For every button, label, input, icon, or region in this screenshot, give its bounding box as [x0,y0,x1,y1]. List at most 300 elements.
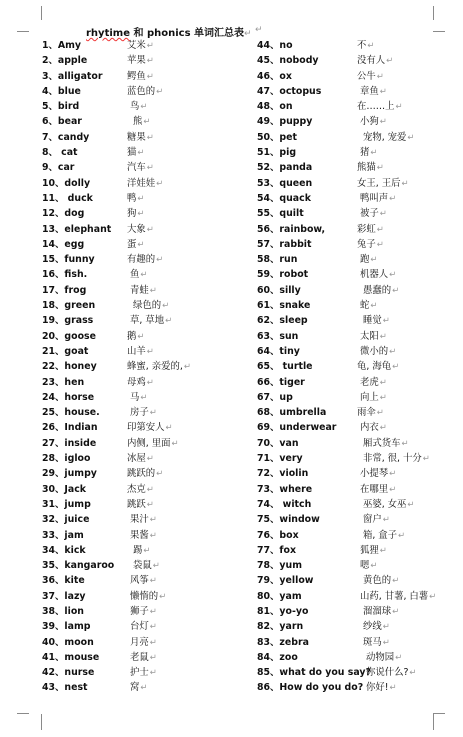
chinese-meaning [357,191,396,207]
chinese-meaning [127,267,147,283]
chinese-meaning [127,38,154,54]
paragraph-mark: ↵ [149,622,157,633]
chinese-meaning-text: 窗户 [357,514,382,526]
word-entry [257,176,457,191]
word-entry [257,543,457,558]
chinese-meaning [127,589,166,605]
english-word: 12、dog [42,208,85,220]
paragraph-mark: ↵ [159,591,167,602]
paragraph-mark: ↵ [392,576,400,587]
word-entry [42,145,232,160]
chinese-meaning-text: 兔子 [357,238,376,250]
paragraph-mark: ↵ [379,86,387,97]
chinese-meaning [127,191,145,207]
english-word: 37、lazy [42,590,86,602]
english-word: 42、nurse [42,667,95,679]
word-entry [42,359,232,374]
chinese-meaning-text: 鸟 [127,101,140,113]
chinese-meaning-text: 你说什么? [357,667,409,679]
document-title [86,24,252,39]
paragraph-mark: ↵ [370,148,378,159]
english-word: 23、hen [42,376,85,388]
english-word: 24、horse [42,391,95,403]
chinese-meaning [357,558,377,574]
chinese-meaning [127,482,154,498]
paragraph-mark: ↵ [382,622,390,633]
crop-mark-top-left [29,6,42,20]
word-entry [42,298,232,313]
chinese-meaning [127,619,157,635]
english-word: 48、on [257,101,293,113]
paragraph-mark: ↵ [422,454,430,465]
paragraph-mark: ↵ [149,606,157,617]
word-entry [42,38,232,53]
paragraph-mark: ↵ [149,652,157,663]
paragraph-mark: ↵ [146,484,154,495]
word-entry [257,650,457,665]
english-word: 39、lamp [42,621,91,633]
chinese-meaning-text: 熊 [127,116,143,128]
word-entry [257,130,457,145]
word-entry [42,680,232,695]
paragraph-mark: ↵ [156,86,164,97]
chinese-meaning [127,237,145,253]
chinese-meaning-text: 小提琴 [357,468,389,480]
chinese-meaning [357,405,384,421]
chinese-meaning-text: 狐狸 [357,544,379,556]
chinese-meaning [127,53,154,69]
chinese-meaning-text: 草, 草地 [127,315,165,327]
word-entry [257,390,457,405]
english-word: 20、goose [42,330,96,342]
chinese-meaning-text: 老鼠 [127,651,149,663]
chinese-meaning-text: 汽车 [127,162,146,174]
chinese-meaning-text: 山羊 [127,345,146,357]
chinese-meaning [127,558,160,574]
paragraph-mark: ↵ [382,515,390,526]
word-entry [42,543,232,558]
chinese-meaning [357,252,377,268]
paragraph-mark: ↵ [146,132,154,143]
paragraph-mark: ↵ [392,606,400,617]
english-word: 7、candy [42,131,90,143]
chinese-meaning [357,222,384,238]
chinese-meaning-text: 没有人 [357,55,386,67]
chinese-meaning-text: 鹅 [127,330,137,342]
paragraph-mark: ↵ [156,255,164,266]
paragraph-mark: ↵ [149,576,157,587]
word-entry [257,84,457,99]
chinese-meaning [357,283,399,299]
paragraph-mark: ↵ [137,148,145,159]
chinese-meaning [357,99,403,115]
word-entry [42,528,232,543]
chinese-meaning-text: 溜溜球 [357,605,392,617]
paragraph-mark: ↵ [398,530,406,541]
english-word: 27、inside [42,437,97,449]
chinese-meaning [357,390,387,406]
paragraph-mark: ↵ [149,515,157,526]
english-word: 76、box [257,529,299,541]
english-word: 19、grass [42,315,94,327]
paragraph-mark: ↵ [379,117,387,128]
chinese-meaning-text: 杰克 [127,483,146,495]
word-entry [42,99,232,114]
paragraph-mark: ↵ [146,377,154,388]
chinese-meaning [127,665,157,681]
chinese-meaning [357,176,409,192]
chinese-meaning-text: 懒惰的 [127,590,159,602]
chinese-meaning-text: 艾米 [127,40,146,51]
chinese-meaning [127,252,163,268]
word-entry [257,237,457,252]
chinese-meaning-text: 嗯 [357,560,370,572]
chinese-meaning [357,359,399,375]
english-word: 63、sun [257,330,299,342]
paragraph-mark: ↵ [389,683,397,694]
paragraph-mark: ↵ [146,346,154,357]
crop-mark-top-right [433,6,446,20]
word-entry [257,298,457,313]
chinese-meaning [357,145,377,161]
english-word: 40、moon [42,636,94,648]
word-entry [257,313,457,328]
word-entry [257,589,457,604]
word-entry [42,390,232,405]
english-word: 49、puppy [257,116,313,128]
english-word: 5、bird [42,101,80,113]
english-word: 29、jumpy [42,468,97,480]
chinese-meaning-text: 果酱 [127,529,149,541]
paragraph-mark: ↵ [395,652,403,663]
english-word: 77、fox [257,544,296,556]
paragraph-mark: ↵ [137,209,145,220]
chinese-meaning [127,145,145,161]
chinese-meaning-text: 狗 [127,208,137,220]
paragraph-mark: ↵ [146,224,154,235]
chinese-meaning-text: 女王, 王后 [357,177,401,189]
chinese-meaning [127,298,169,314]
paragraph-mark: ↵ [146,499,154,510]
word-entry [257,252,457,267]
word-entry [257,497,457,512]
chinese-meaning-text: 冰屋 [127,453,146,465]
word-entry [42,482,232,497]
chinese-meaning-text: 护士 [127,667,149,679]
title-rest: 和 phonics 单词汇总表 [129,28,245,39]
word-entry [42,206,232,221]
english-word: 62、sleep [257,315,308,327]
chinese-meaning [357,329,387,345]
word-entry [257,573,457,588]
chinese-meaning [357,650,402,666]
paragraph-mark: ↵ [379,545,387,556]
chinese-meaning [357,344,396,360]
paragraph-mark: ↵ [137,331,145,342]
chinese-meaning-text: 袋鼠 [127,560,152,572]
chinese-meaning-text: 果汁 [127,514,149,526]
word-entry [42,237,232,252]
word-entry [257,206,457,221]
word-entry [42,665,232,680]
paragraph-mark: ↵ [370,255,378,266]
chinese-meaning [127,222,154,238]
paragraph-mark: ↵ [140,392,148,403]
word-entry [257,38,457,53]
paragraph-mark: ↵ [146,454,154,465]
chinese-meaning-text: 熊猫 [357,162,376,174]
chinese-meaning-text: 蛇 [357,300,370,312]
english-word: 78、yum [257,560,302,572]
paragraph-mark: ↵ [149,530,157,541]
paragraph-mark: ↵ [156,469,164,480]
paragraph-mark: ↵ [379,331,387,342]
chinese-meaning-text: 苹果 [127,55,146,67]
chinese-meaning [127,176,163,192]
english-word: 36、kite [42,575,85,587]
chinese-meaning [357,497,415,513]
paragraph-mark: ↵ [389,270,397,281]
word-entry [42,466,232,481]
english-word: 38、lion [42,605,84,617]
chinese-meaning-text: 章鱼 [357,85,379,97]
chinese-meaning [127,436,179,452]
paragraph-mark: ↵ [149,285,157,296]
paragraph-mark: ↵ [370,561,378,572]
chinese-meaning [127,130,154,146]
english-word: 11、 duck [42,192,93,204]
paragraph-mark: ↵ [137,239,145,250]
paragraph-mark: ↵ [376,408,384,419]
chinese-meaning [357,635,390,651]
chinese-meaning-text: 太阳 [357,330,379,342]
paragraph-mark: ↵ [401,178,409,189]
english-word: 86、How do you do? [257,682,364,694]
chinese-meaning-text: 猫 [127,147,137,159]
english-word: 8、 cat [42,147,78,159]
chinese-meaning [357,38,375,54]
paragraph-mark: ↵ [389,193,397,204]
paragraph-mark: ↵ [143,117,151,128]
chinese-meaning-text: 向上 [357,391,379,403]
chinese-meaning [127,329,145,345]
paragraph-mark: ↵ [379,392,387,403]
paragraph-mark: ↵ [183,362,191,373]
chinese-meaning-text: 宠物, 宠爱 [357,131,407,143]
word-entry [257,420,457,435]
english-word: 54、quack [257,192,311,204]
chinese-meaning-text: 雨伞 [357,407,376,419]
chinese-meaning [357,313,390,329]
english-word: 9、car [42,162,75,174]
chinese-meaning-text: 内衣 [357,422,379,434]
chinese-meaning [357,84,387,100]
chinese-meaning-text: 跳跃 [127,498,146,510]
english-word: 21、goat [42,345,89,357]
chinese-meaning [127,420,173,436]
chinese-meaning-text: 在……上 [357,101,395,113]
word-entry [42,405,232,420]
english-word: 34、kick [42,544,86,556]
paragraph-mark: ↵ [140,102,148,113]
paragraph-mark: ↵ [401,438,409,449]
word-list-right-column [257,38,457,696]
chinese-meaning [357,53,393,69]
chinese-meaning-text: 月亮 [127,636,149,648]
word-entry [257,558,457,573]
chinese-meaning [357,604,399,620]
chinese-meaning-text: 老虎 [357,376,379,388]
chinese-meaning [127,604,157,620]
word-entry [257,405,457,420]
word-entry [257,329,457,344]
chinese-meaning-text: 马 [127,391,140,403]
word-entry [257,635,457,650]
english-word: 13、elephant [42,223,112,235]
paragraph-mark: ↵ [140,270,148,281]
paragraph-mark: ↵ [429,591,437,602]
chinese-meaning-text: 洋娃娃 [127,177,156,189]
paragraph-mark: ↵ [140,683,148,694]
paragraph-mark: ↵ [149,408,157,419]
word-entry [42,512,232,527]
chinese-meaning [357,160,384,176]
chinese-meaning-text: 糖果 [127,131,146,143]
chinese-meaning [357,512,390,528]
chinese-meaning-text: 鱼 [127,269,140,281]
chinese-meaning [127,497,154,513]
english-word: 44、no [257,40,293,51]
paragraph-mark: ↵ [389,469,397,480]
chinese-meaning-text: 狮子 [127,605,149,617]
chinese-meaning-text: 箱, 盒子 [357,529,398,541]
english-word: 25、house. [42,407,100,419]
chinese-meaning [127,84,163,100]
chinese-meaning [127,114,150,130]
word-entry [257,436,457,451]
word-entry [42,160,232,175]
paragraph-mark: ↵ [386,56,394,67]
english-word: 14、egg [42,238,85,250]
paragraph-mark: ↵ [165,316,173,327]
chinese-meaning [357,573,399,589]
paragraph-mark: ↵ [156,178,164,189]
paragraph-mark: ↵ [146,41,154,51]
word-entry [257,69,457,84]
chinese-meaning [127,451,154,467]
paragraph-mark: ↵ [409,668,417,679]
english-word: 43、nest [42,682,88,694]
chinese-meaning-text: 风筝 [127,575,149,587]
chinese-meaning-text: 不 [357,40,367,51]
english-word: 74、 witch [257,498,312,510]
paragraph-mark: ↵ [376,224,384,235]
english-word: 73、where [257,483,313,495]
english-word: 72、violin [257,468,309,480]
word-entry [257,222,457,237]
chinese-meaning-text: 鸭 [127,192,137,204]
word-entry [257,160,457,175]
paragraph-mark: ↵ [367,41,375,51]
english-word: 26、Indian [42,422,98,434]
chinese-meaning [357,436,409,452]
english-word: 47、octopus [257,85,322,97]
english-word: 50、pet [257,131,297,143]
word-entry [42,222,232,237]
chinese-meaning-text: 内侧, 里面 [127,437,171,449]
chinese-meaning-text: 踢 [127,544,143,556]
chinese-meaning-text: 纱线 [357,621,382,633]
word-entry [42,344,232,359]
chinese-meaning [357,298,377,314]
chinese-meaning [127,390,147,406]
english-word: 46、ox [257,70,292,82]
chinese-meaning-text: 动物园 [357,651,395,663]
paragraph-mark: ↵ [149,668,157,679]
chinese-meaning-text: 机器人 [357,269,389,281]
chinese-meaning-text: 印第安人 [127,422,165,434]
word-entry [257,359,457,374]
english-word: 2、apple [42,55,88,67]
paragraph-mark: ↵ [392,285,400,296]
word-entry [42,130,232,145]
paragraph-mark: ↵ [165,423,173,434]
word-entry [257,99,457,114]
word-entry [257,680,457,695]
chinese-meaning-text: 微小的 [357,345,389,357]
chinese-meaning [357,665,417,681]
word-entry [257,619,457,634]
word-entry [257,267,457,282]
chinese-meaning-text: 跳跃的 [127,468,156,480]
english-word: 4、blue [42,85,81,97]
chinese-meaning-text: 母鸡 [127,376,146,388]
chinese-meaning [357,114,387,130]
chinese-meaning [357,589,436,605]
title-word-rhytime: rhytime [86,28,130,39]
english-word: 70、van [257,437,299,449]
chinese-meaning-text: 蜂蜜, 亲爱的, [127,361,183,373]
chinese-meaning-text: 龟, 海龟 [357,361,392,373]
chinese-meaning-text: 在哪里 [357,483,389,495]
crop-mark-bottom-left [29,714,42,730]
paragraph-mark: ↵ [376,163,384,174]
chinese-meaning [127,375,154,391]
english-word: 69、underwear [257,422,337,434]
chinese-meaning-text: 窝 [127,682,140,694]
english-word: 17、frog [42,284,87,296]
word-entry [257,145,457,160]
english-word: 81、yo-yo [257,605,309,617]
paragraph-mark: ↵ [389,346,397,357]
word-entry [257,191,457,206]
chinese-meaning-text: 小狗 [357,116,379,128]
chinese-meaning-text: 黄色的 [357,575,392,587]
chinese-meaning-text: 彩虹 [357,223,376,235]
paragraph-mark: ↵ [370,301,378,312]
word-entry [42,53,232,68]
word-entry [42,84,232,99]
english-word: 80、yam [257,590,302,602]
english-word: 45、nobody [257,55,319,67]
english-word: 83、zebra [257,636,309,648]
english-word: 51、pig [257,147,297,159]
english-word: 64、tiny [257,345,300,357]
word-entry [42,558,232,573]
english-word: 33、jam [42,529,84,541]
paragraph-mark: ↵ [146,163,154,174]
paragraph-mark: ↵ [395,102,403,113]
